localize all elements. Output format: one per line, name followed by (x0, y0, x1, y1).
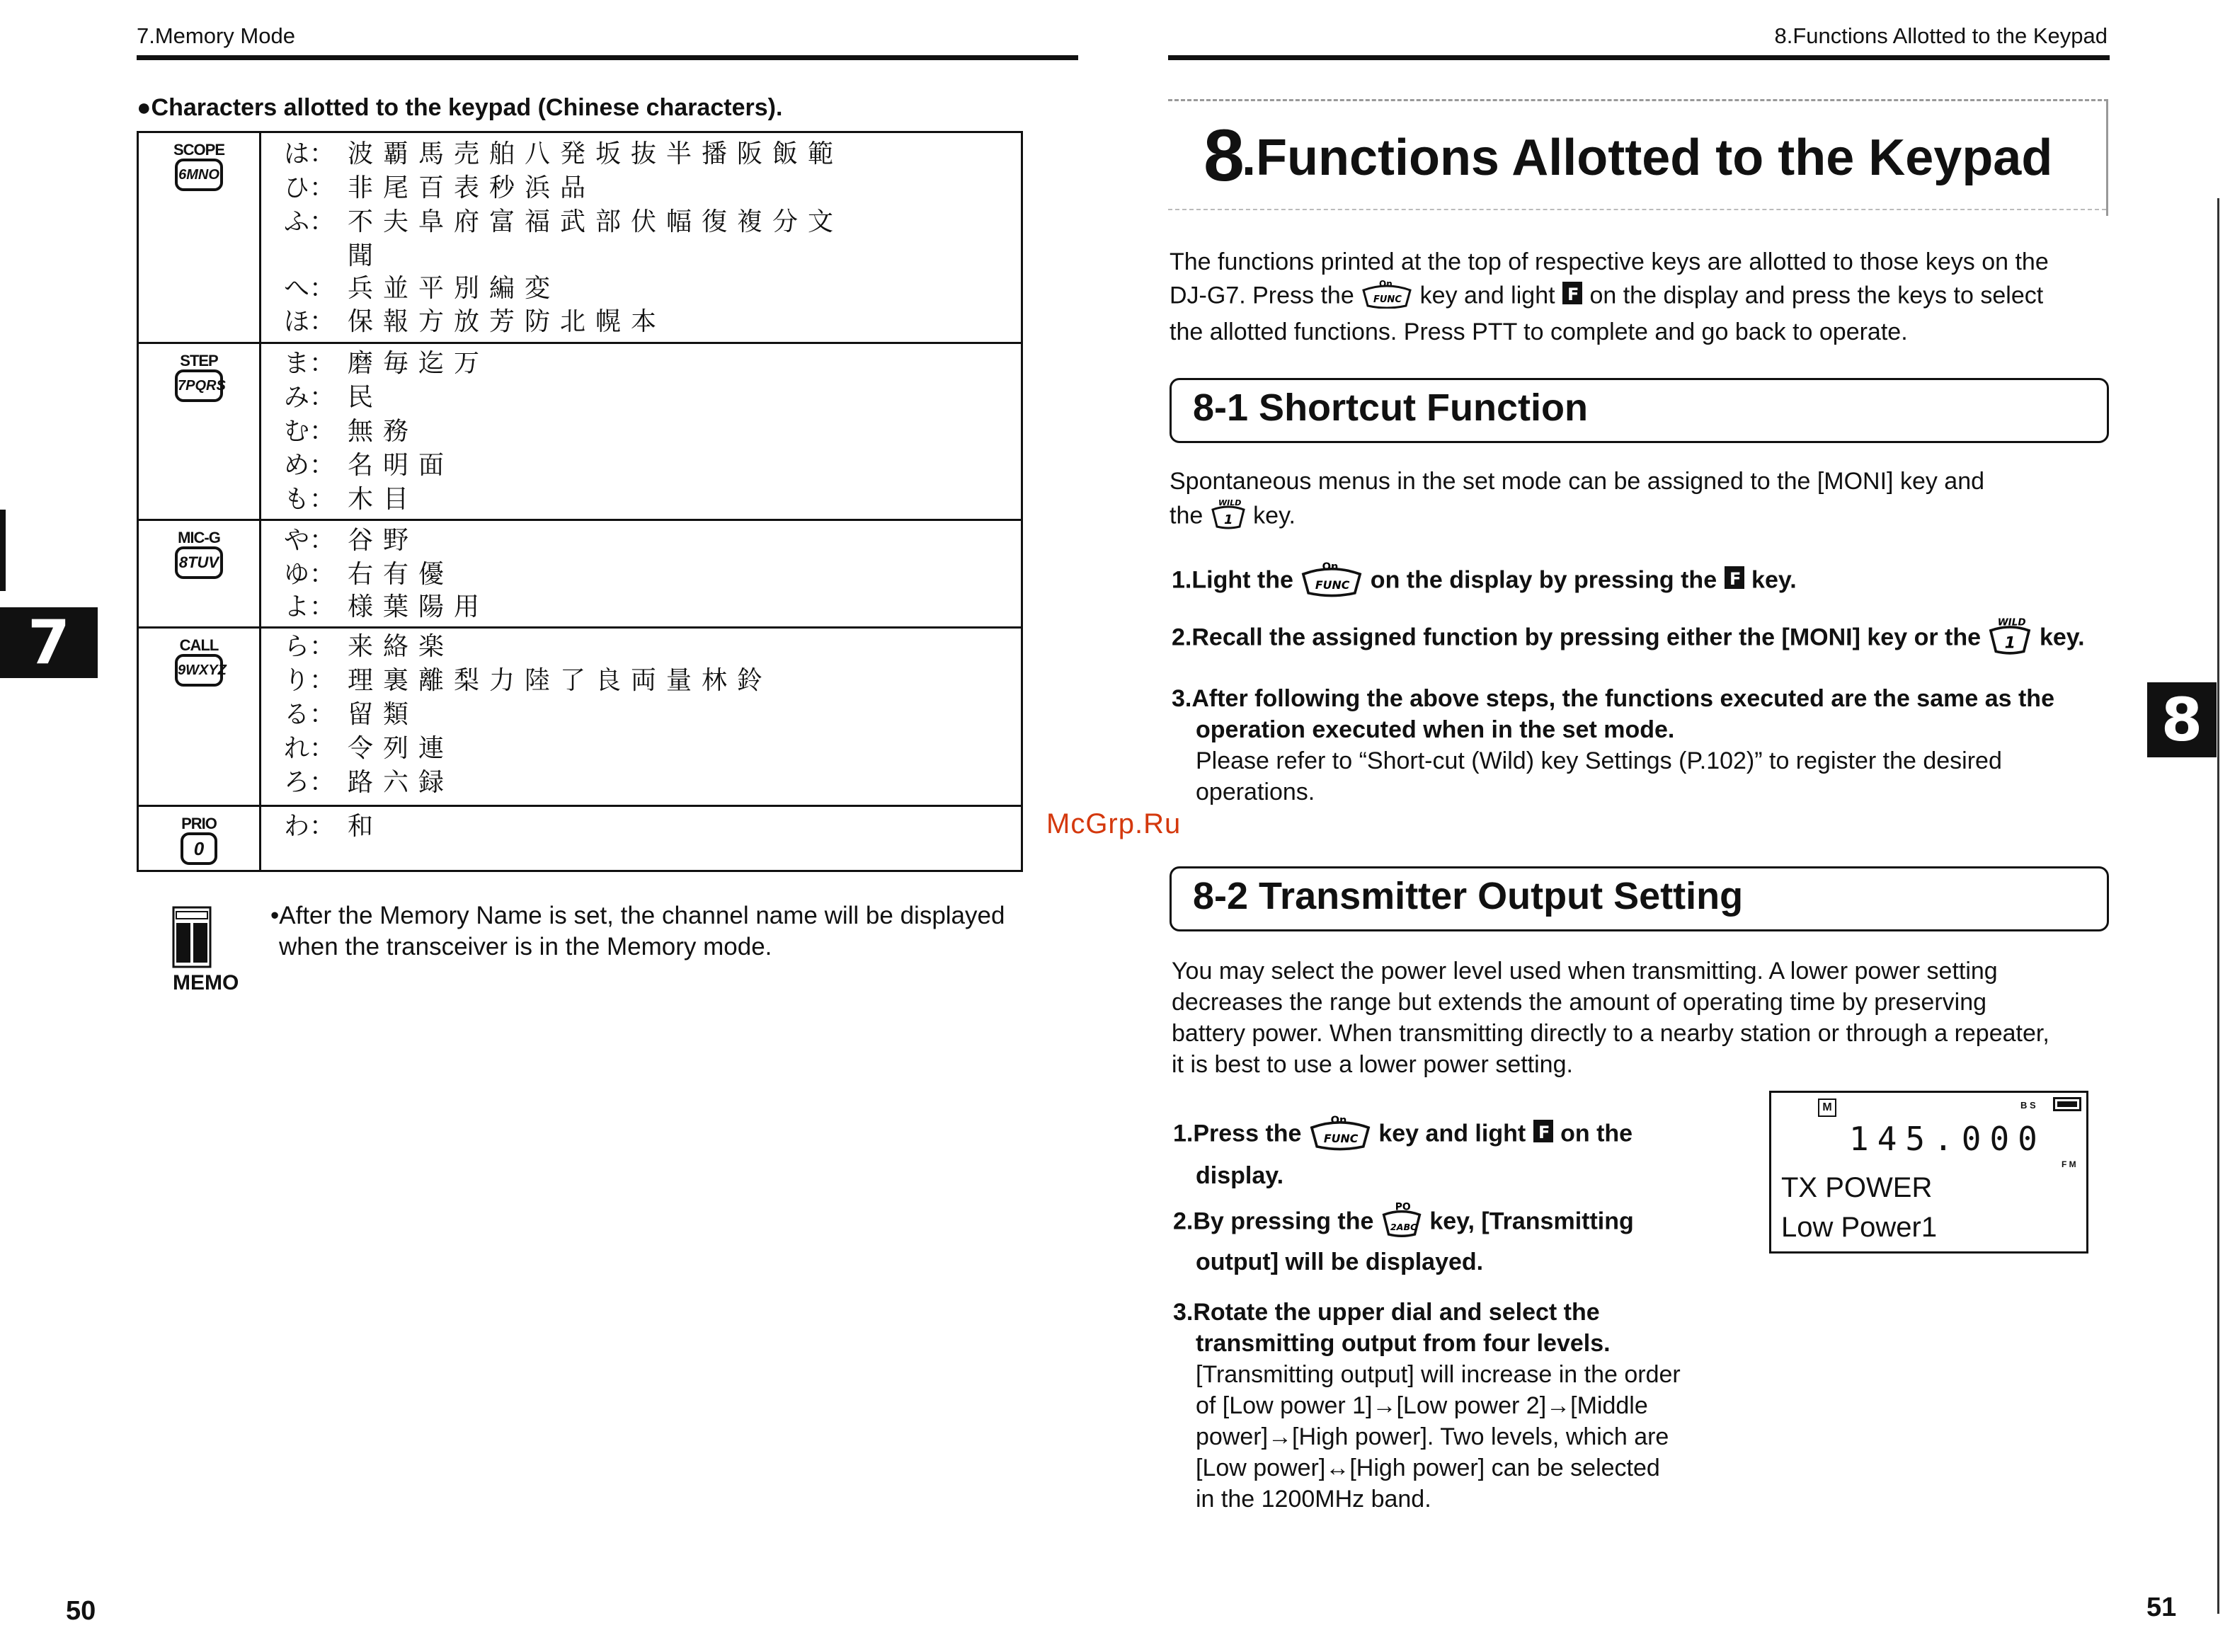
step-text: output] will be displayed. (1196, 1249, 1484, 1275)
char-line: ら： 来絡楽 (284, 632, 454, 661)
memo-line-2: when the transceiver is in the Memory mode. (279, 933, 772, 960)
sec1-line-1: Spontaneous menus in the set mode can be assigned to the [MONI] key and (1170, 468, 1985, 495)
step-text: 2.By pressing the (1173, 1208, 1374, 1235)
table-title: ●Characters allotted to the keypad (Chinese characters). (137, 94, 783, 121)
right-page-number: 51 (2146, 1593, 2177, 1622)
sec1-text: the (1170, 502, 1203, 529)
step-text: power]→[High power]. Two levels, which are (1196, 1423, 1669, 1450)
bs-indicator: B S (2020, 1100, 2036, 1111)
key-cell (139, 807, 261, 872)
sec1-text: key. (1253, 502, 1296, 529)
f-indicator-icon (1533, 1119, 1554, 1151)
wild-1-key-icon (1210, 497, 1247, 537)
sec1-step-2 (1172, 614, 2110, 663)
step-text: key. (1751, 566, 1797, 594)
sec2-step-1 (1173, 1110, 1711, 1191)
table-row (139, 342, 1021, 521)
watermark: McGrp.Ru (1046, 808, 1182, 839)
step-text: [Transmitting output] will increase in the order (1196, 1361, 1681, 1388)
memo-label: MEMO (173, 971, 239, 994)
char-line: り： 理裏離梨力陸了良両量林鈴 (284, 666, 773, 695)
sec1-step-3 (1172, 683, 2110, 808)
table-row (139, 805, 1021, 872)
sec2-step-2 (1173, 1199, 1711, 1278)
func-key-icon (1361, 277, 1413, 316)
call-9-key-icon: CALL 9WXYZ (167, 637, 231, 687)
char-line: は： 波覇馬売舶八発坂抜半播阪飯範 (284, 139, 844, 168)
lcd-line-1: TX POWER (1781, 1172, 1933, 1203)
right-running-header: 8.Functions Allotted to the Keypad (1774, 23, 2108, 48)
char-line: み： 民 (284, 383, 384, 412)
step-text: on the display by pressing the (1370, 566, 1717, 594)
svg-text:FUNC: FUNC (1315, 578, 1350, 592)
sec2-line: it is best to use a lower power setting. (1172, 1051, 1573, 1078)
left-edge-mark (0, 510, 6, 591)
step-text: key, [Transmitting (1429, 1208, 1634, 1235)
left-header-rule (137, 55, 1078, 60)
svg-text:F: F (1729, 569, 1741, 589)
char-line: わ： 和 (284, 812, 384, 841)
char-line: ひ： 非尾百表秒浜品 (284, 173, 596, 202)
char-line: れ： 令列連 (284, 734, 454, 763)
sec2-line: You may select the power level used when transmitting. A lower power setting (1172, 958, 1998, 985)
key-cell (139, 629, 261, 807)
section-8-1-title: 8-1 Shortcut Function (1193, 386, 1588, 429)
svg-text:On: On (1379, 279, 1393, 289)
wild-1-key-icon (1987, 614, 2032, 663)
char-line: ろ： 路六録 (284, 768, 454, 797)
step-text: operations. (1196, 779, 1315, 805)
left-running-header: 7.Memory Mode (137, 23, 295, 48)
char-line: へ： 兵並平別編変 (284, 274, 561, 303)
f-indicator-icon (1562, 281, 1583, 313)
step-text: key. (2039, 624, 2085, 651)
mic-g-8-key-icon: MIC-G 8TUV (167, 529, 231, 579)
page-edge-line (2217, 198, 2219, 1614)
table-row (139, 133, 1021, 342)
key-cell (139, 344, 261, 521)
memo-book-icon (172, 906, 212, 970)
char-line: ゆ： 右有優 (284, 560, 454, 589)
svg-text:WILD: WILD (1218, 498, 1242, 507)
svg-text:FUNC: FUNC (1323, 1131, 1359, 1145)
step-text: [Low power]↔[High power] can be selected (1196, 1455, 1660, 1481)
key-cell (139, 521, 261, 629)
right-header-rule (1168, 55, 2110, 60)
step-text: on the (1560, 1120, 1633, 1147)
memo-line-1: •After the Memory Name is set, the channel name will be displayed (270, 902, 1005, 929)
char-line: る： 留類 (284, 700, 419, 729)
svg-text:F: F (1567, 285, 1579, 304)
lcd-display (1769, 1091, 2088, 1254)
section-8-2-title: 8-2 Transmitter Output Setting (1193, 875, 1744, 917)
svg-text:F: F (1538, 1123, 1550, 1142)
title-underline (1168, 209, 2106, 210)
svg-text:WILD: WILD (1998, 616, 2027, 629)
intro-line-3: the allotted functions. Press PTT to complete and go back to operate. (1170, 319, 1908, 345)
intro-text: DJ-G7. Press the (1170, 282, 1354, 309)
po-2-key-icon (1380, 1199, 1423, 1246)
chapter-8-tab: 8 (2147, 682, 2217, 757)
step-text: 2.Recall the assigned function by pressing either the [MONI] key or the (1172, 624, 1982, 651)
step-7-key-icon: STEP 7PQRS (167, 352, 231, 402)
battery-icon (2053, 1097, 2081, 1111)
sec2-paragraph (1172, 956, 2110, 1080)
sec1-step-1 (1172, 556, 2110, 607)
intro-paragraph (1170, 246, 2110, 348)
left-page-number: 50 (66, 1596, 96, 1626)
table-row (139, 626, 1021, 807)
sec2-step-3 (1173, 1297, 1711, 1515)
char-line: ま： 磨毎迄万 (284, 349, 490, 378)
intro-text: key and light (1419, 282, 1555, 309)
svg-text:1: 1 (1223, 512, 1233, 527)
memory-indicator-icon: M (1818, 1099, 1836, 1117)
char-line: よ： 様葉陽用 (284, 592, 490, 621)
sec2-line: battery power. When transmitting directly to a nearby station or through a repeater, (1172, 1020, 2049, 1047)
char-line: ふ： 不夫阜府富福武部伏幅復複分文 (284, 207, 844, 236)
section-8-2-header (1170, 866, 2109, 931)
chapter-title-box (1168, 99, 2108, 216)
char-line: め： 名明面 (284, 451, 454, 480)
sec1-paragraph (1170, 466, 2110, 537)
char-line: ほ： 保報方放芳防北幌本 (284, 307, 667, 336)
step-text: operation executed when in the set mode. (1196, 716, 1675, 743)
char-line: や： 谷野 (284, 526, 419, 555)
step-text: 1.Light the (1172, 566, 1293, 594)
intro-text: on the display and press the keys to select (1589, 282, 2044, 309)
svg-text:On: On (1330, 1114, 1347, 1127)
step-text: 1.Press the (1173, 1120, 1302, 1147)
step-text: 3.After following the above steps, the functions executed are the same as the (1172, 685, 2054, 712)
prio-0-key-icon: PRIO 0 (167, 815, 231, 865)
key-cell (139, 133, 261, 342)
table-row (139, 519, 1021, 629)
step-text: display. (1196, 1162, 1284, 1189)
step-text: of [Low power 1]→[Low power 2]→[Middle (1196, 1392, 1648, 1419)
scope-6-key-icon: SCOPE 6MNO (167, 142, 231, 191)
intro-line-2 (1170, 277, 2110, 316)
svg-text:On: On (1322, 561, 1339, 573)
func-key-icon (1300, 556, 1363, 607)
svg-text:1: 1 (2005, 633, 2016, 653)
step-text: 3.Rotate the upper dial and select the (1173, 1299, 1600, 1326)
step-text: in the 1200MHz band. (1196, 1486, 1431, 1513)
step-text: Please refer to “Short-cut (Wild) key Settings (P.102)” to register the desired (1196, 747, 2002, 774)
lcd-line-2: Low Power1 (1781, 1212, 1938, 1243)
intro-line-1: The functions printed at the top of respective keys are allotted to those keys on the (1170, 248, 2049, 275)
chapter-number: 8 (1203, 115, 1245, 197)
lcd-frequency: 145.000 (1849, 1120, 2046, 1158)
section-8-1-header (1170, 378, 2109, 443)
lcd-mode: F M (2062, 1159, 2076, 1169)
chapter-7-tab: 7 (0, 607, 98, 678)
func-key-icon (1308, 1110, 1372, 1160)
memo-note (270, 900, 1085, 963)
char-line: も： 木目 (284, 485, 419, 514)
kanji-keypad-table (137, 131, 1023, 872)
sec2-line: decreases the range but extends the amount of operating time by preserving (1172, 989, 1987, 1016)
char-line: 聞 (348, 241, 384, 270)
char-line: む： 無務 (284, 417, 419, 446)
svg-text:FUNC: FUNC (1373, 294, 1402, 305)
step-text: key and light (1378, 1120, 1526, 1147)
step-text: transmitting output from four levels. (1196, 1330, 1611, 1357)
f-indicator-icon (1724, 566, 1745, 597)
svg-text:2ABC: 2ABC (1390, 1222, 1417, 1233)
svg-text:PO: PO (1395, 1201, 1411, 1213)
sec1-line-2 (1170, 497, 2110, 537)
chapter-title: .Functions Allotted to the Keypad (1242, 130, 2053, 186)
